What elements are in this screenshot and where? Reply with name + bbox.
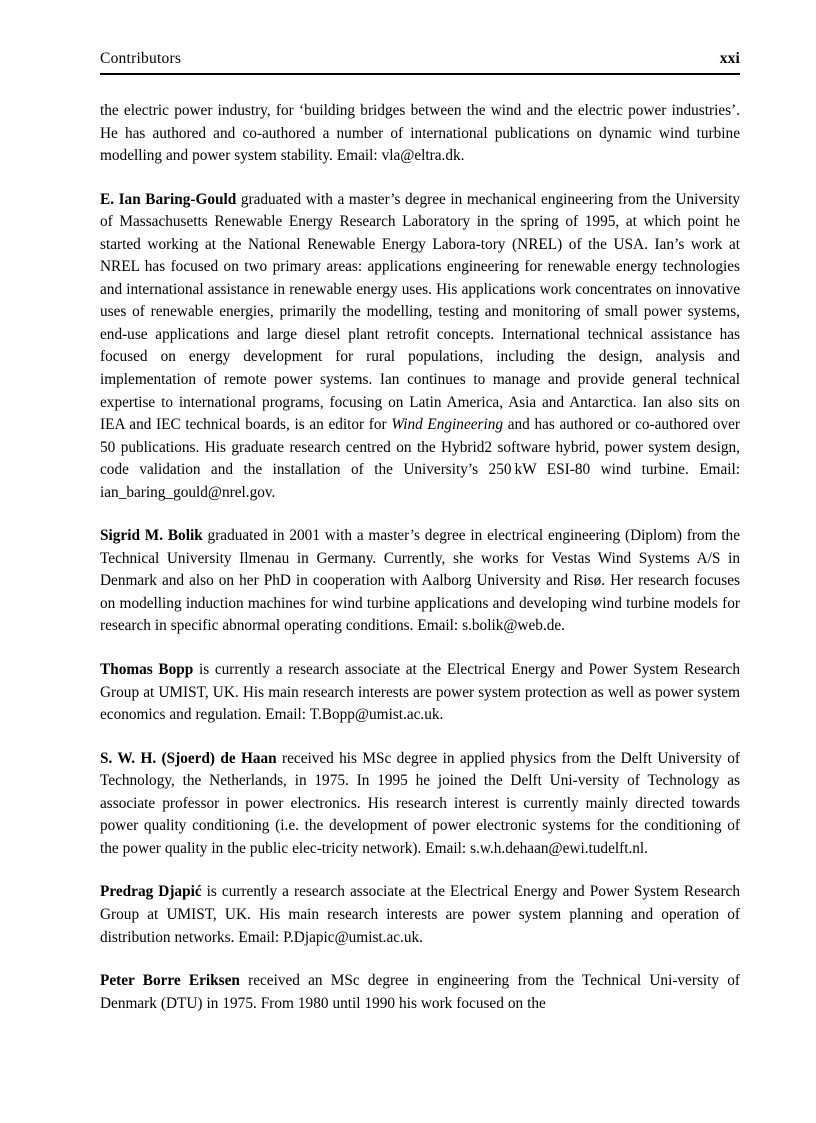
contributor-name: Predrag Djapić	[100, 883, 202, 901]
bio-paragraph-continued	[100, 100, 740, 168]
bio-body-text: is currently a research associate at the Electrical Energy and Power System Research Group at UMIST, UK. His main research interests are power system planning and operation of distribution networks. Email: P.Djapic@umist.ac.uk.	[100, 883, 740, 946]
running-head-title: Contributors	[100, 50, 182, 67]
bio-body-text: the electric power industry, for ‘building bridges between the wind and the electric power industries’. He has authored and co-authored a number of international publications on dynamic wind turbine modelling and power system stability. Email: vla@eltra.dk.	[100, 102, 740, 165]
bio-paragraph-djapic	[100, 881, 740, 949]
page-content-area	[100, 50, 740, 1015]
contributor-bios-list	[100, 100, 740, 1015]
bio-body-text: received an MSc degree in engineering from the Technical Uni-versity of Denmark (DTU) in 1975. From 1980 until 1990 his work focused on the	[100, 972, 740, 1012]
contributor-name: S. W. H. (Sjoerd) de Haan	[100, 749, 277, 767]
contributor-name: E. Ian Baring-Gould	[100, 190, 237, 208]
contributor-name: Peter Borre Eriksen	[100, 972, 240, 990]
running-head-rule	[100, 73, 740, 75]
bio-body-text: is currently a research associate at the Electrical Energy and Power System Research Group at UMIST, UK. His main research interests are power system protection as well as power system economics and regulation. Email: T.Bopp@umist.ac.uk.	[100, 661, 740, 724]
bio-paragraph-bolik	[100, 525, 740, 638]
bio-body-text-before-italic: graduated with a master’s degree in mechanical engineering from the University of Massachusetts Renewable Energy Research Laboratory in the spring of 1995, at which point he started working at the National Renewable Energy Labora-tory (NREL) of the USA. Ian’s work at NREL has focused on two primary areas: applications engineering for renewable energy technologies and international assistance in renewable energy uses. His applications work concentrates on innovative uses of renewable energies, primarily the modelling, testing and monitoring of small power systems, end-use applications and large diesel plant retrofit concepts. International technical assistance has focused on energy development for rural populations, including the design, analysis and implementation of remote power systems. Ian continues to manage and provide general technical expertise to international programs, focusing on Latin America, Asia and Antarctica. Ian also sits on IEA and IEC technical boards, is an editor for	[100, 190, 741, 434]
contributor-name: Sigrid M. Bolik	[100, 527, 203, 545]
bio-paragraph-baring-gould	[100, 189, 740, 505]
bio-paragraph-de-haan	[100, 748, 740, 861]
journal-title: Wind Engineering	[391, 416, 504, 434]
bio-paragraph-bopp	[100, 659, 740, 727]
page-number: xxi	[719, 50, 740, 67]
bio-body-text: graduated in 2001 with a master’s degree in electrical engineering (Diplom) from the Technical University Ilmenau in Germany. Currently, she works for Vestas Wind Systems A/S in Denmark and also on her PhD in cooperation with Aalborg University and Risø. Her research focuses on modelling induction machines for wind turbine applications and developing wind turbine models for research in specific abnormal operating conditions. Email: s.bolik@web.de.	[100, 527, 740, 635]
contributor-name: Thomas Bopp	[100, 661, 194, 679]
running-head	[100, 50, 740, 72]
bio-paragraph-eriksen	[100, 970, 740, 1015]
bio-body-text: received his MSc degree in applied physics from the Delft University of Technology, the Netherlands, in 1975. In 1995 he joined the Delft Uni-versity of Technology as associate professor in power electronics. His research interest is currently mainly directed towards power quality conditioning (i.e. the development of power electronic systems for the conditioning of the power quality in the public elec-tricity network). Email: s.w.h.dehaan@ewi.tudelft.nl.	[100, 749, 740, 857]
bio-body-text-after-italic: and has authored or co-authored over 50 publications. His graduate research centred on the Hybrid2 software hybrid, power system design, code validation and the installation of the University’s 250 kW ESI-80 wind turbine. Email: ian_baring_gould@nrel.gov.	[100, 416, 740, 501]
